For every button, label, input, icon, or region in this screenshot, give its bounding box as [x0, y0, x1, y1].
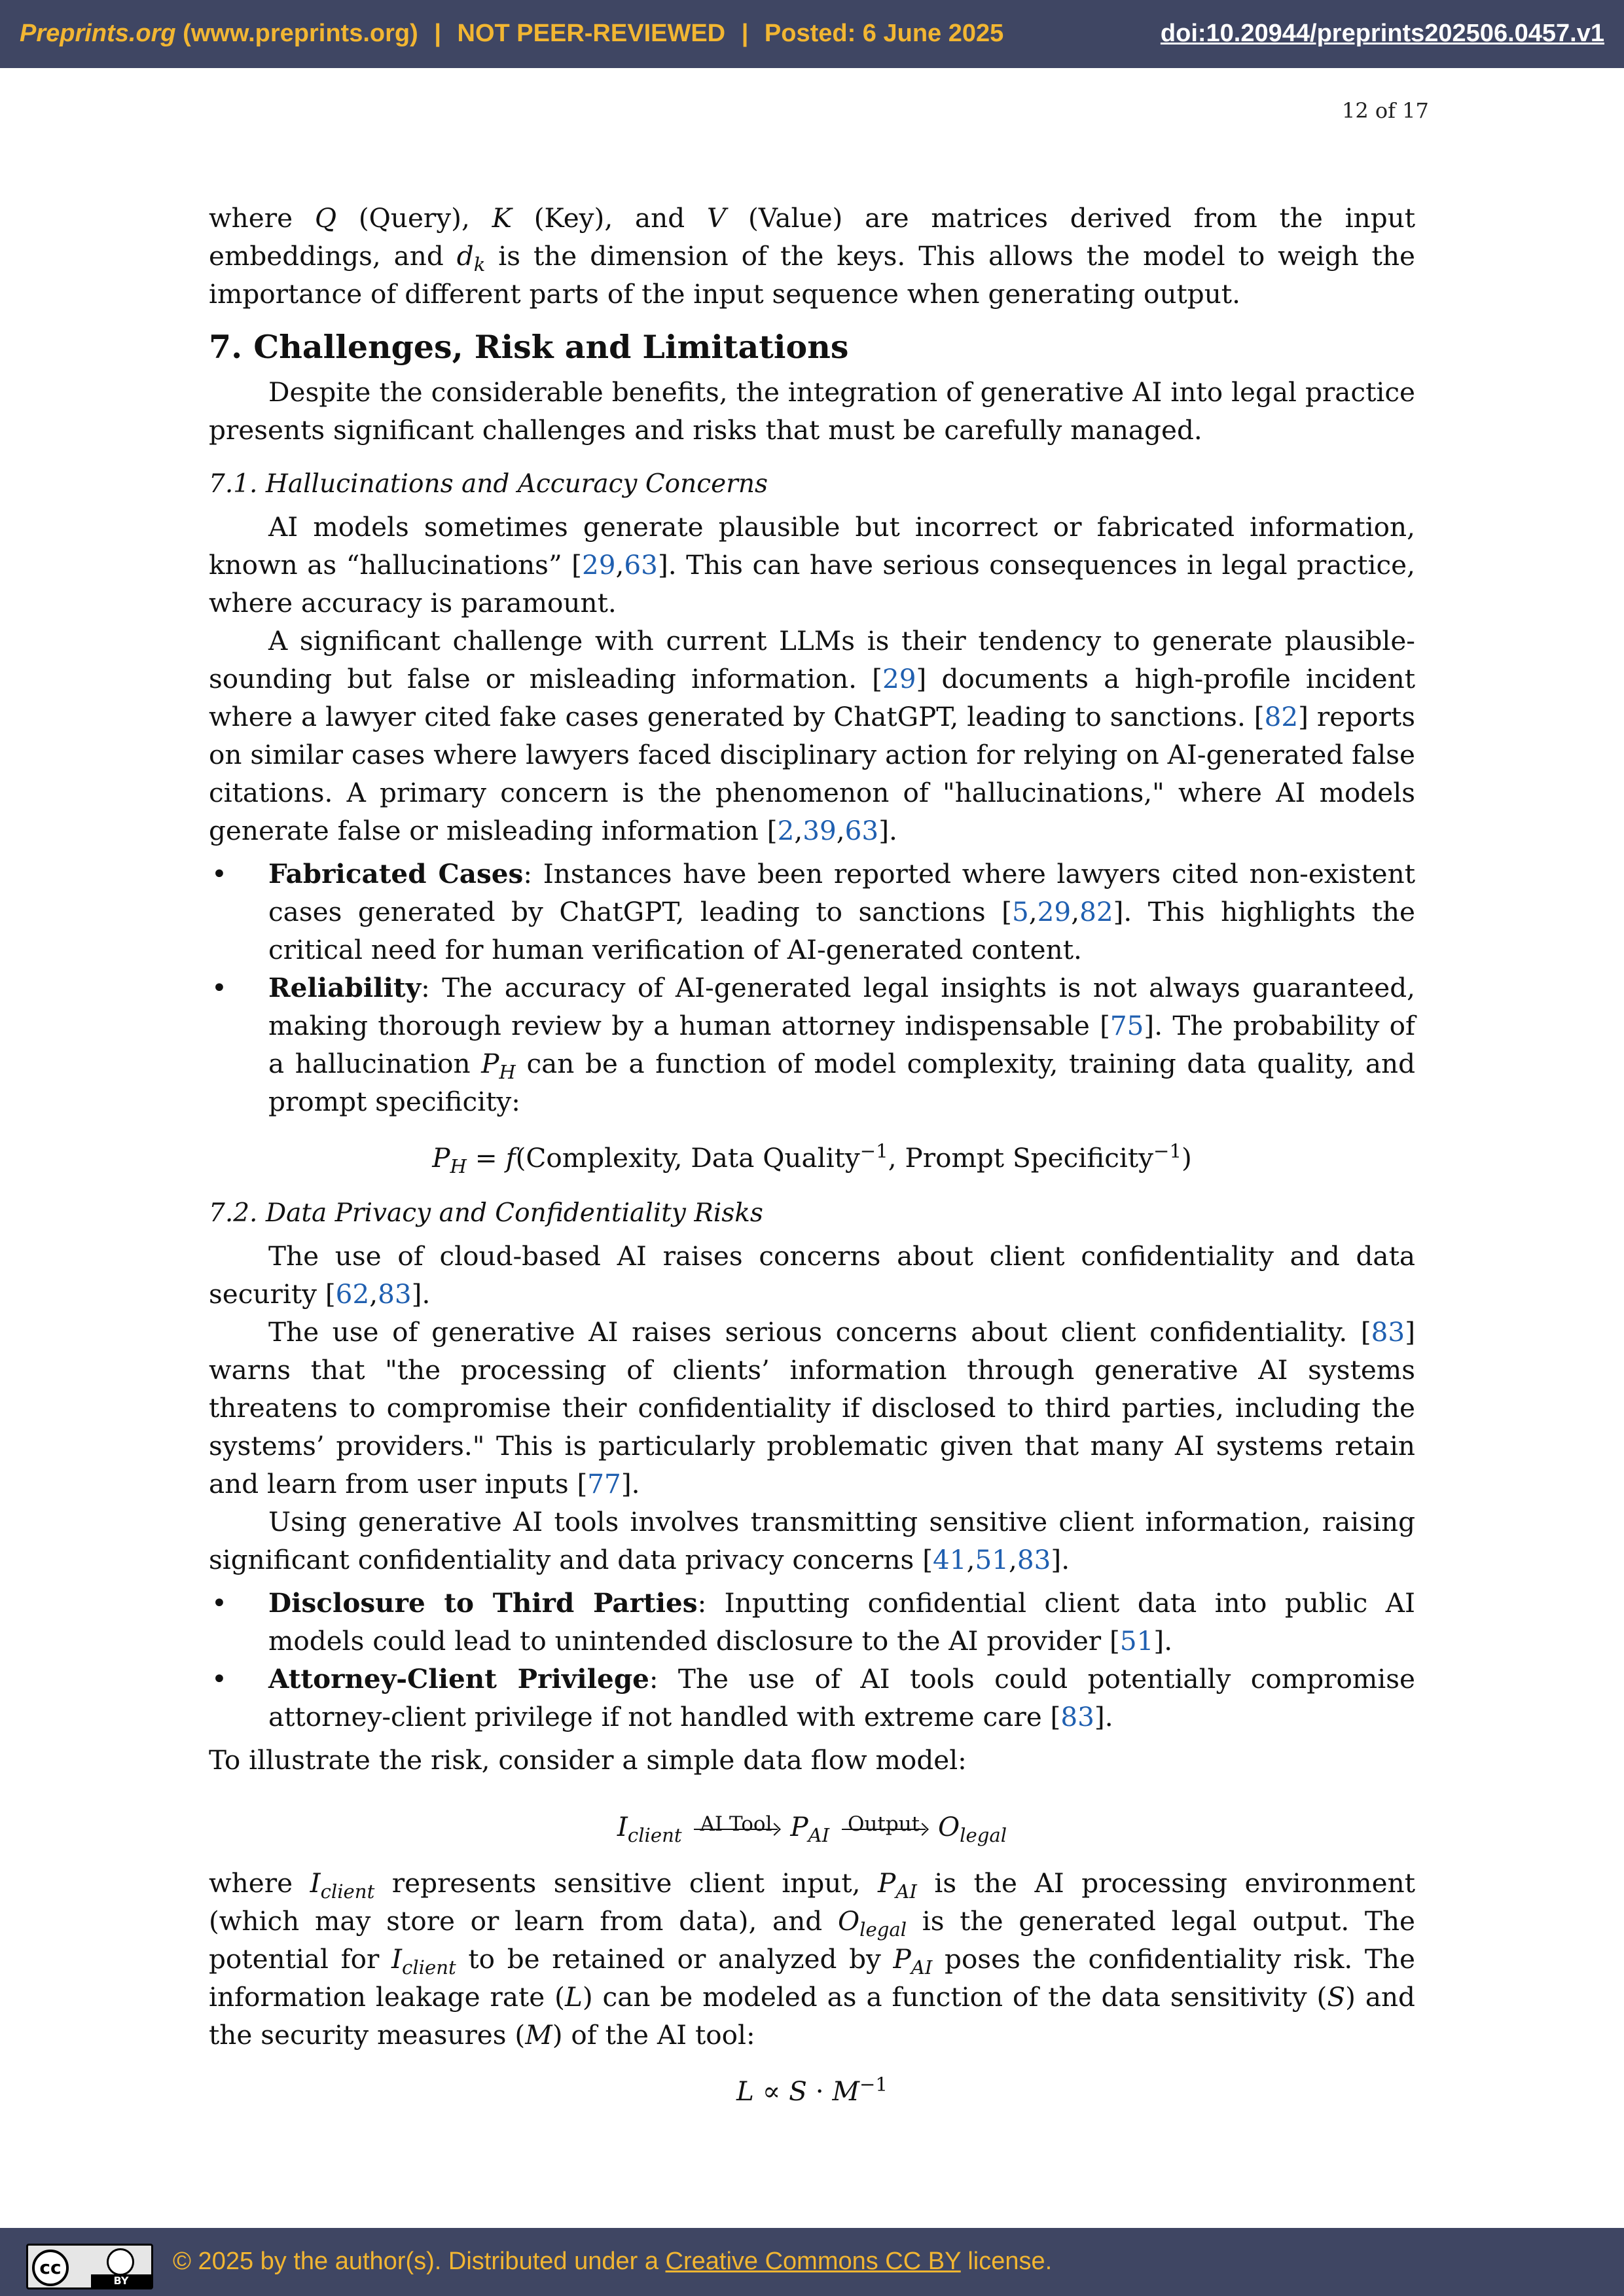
flow-arrow — [690, 1812, 782, 1836]
citation-link[interactable]: 51 — [975, 1544, 1009, 1575]
banner-separator: | — [434, 20, 441, 47]
paragraph: The use of cloud-based AI raises concerns about client confidentiality and data security [62,83]. — [209, 1240, 1415, 1310]
citation-link[interactable]: 83 — [1371, 1316, 1405, 1348]
citation-link[interactable]: 82 — [1079, 896, 1113, 927]
hallucination-equation: $P_H$ = f(Complexity, Data Quality$^{-1}$, Prompt Specificity$^{-1}$) — [432, 1139, 1192, 1178]
citation-link[interactable]: 82 — [1264, 701, 1299, 732]
doi-link[interactable]: doi:10.20944/preprints202506.0457.v1 — [1160, 20, 1604, 47]
citation-link[interactable]: 83 — [378, 1278, 412, 1310]
journal-name[interactable]: Preprints.org — [20, 20, 176, 47]
paragraph: AI models sometimes generate plausible but incorrect or fabricated information, known as “hallucinations” [29,63]. This can have serious consequences in legal practice, where accuracy is paramount. — [209, 511, 1415, 619]
leakage-equation: $L \propto S \cdot M^{-1}$ — [736, 2073, 888, 2107]
subsection-heading: 7.2. Data Privacy and Confidentiality Risks — [209, 1198, 763, 1228]
license-prefix: © 2025 by the author(s). Distributed under a — [173, 2248, 659, 2275]
citation-link[interactable]: 63 — [624, 549, 658, 581]
preprint-banner — [20, 20, 1003, 48]
citation-link[interactable]: 62 — [335, 1278, 370, 1310]
license-link[interactable]: Creative Commons CC BY — [665, 2248, 961, 2275]
citation-link[interactable]: 83 — [1017, 1544, 1051, 1575]
flow-label: AI Tool — [700, 1812, 772, 1836]
data-flow-equation: $I_{client}$ AI Tool $P_{AI}$ Output $O_{legal}$ — [209, 1808, 1415, 1846]
citation-link[interactable]: 29 — [1037, 896, 1072, 927]
flow-label: Output — [848, 1812, 920, 1836]
license-footer-bar — [0, 2228, 1624, 2296]
citation-link[interactable]: 77 — [587, 1468, 621, 1499]
paragraph: The use of generative AI raises serious concerns about client confidentiality. [83] warns that "the processing of clients’ information through generative AI systems threatens to compromise their confidentiality if disclosed to third parties, including the systems’ providers." This is particularly problematic given that many AI systems retain and learn from user inputs [77]. — [209, 1316, 1415, 1499]
paper-body — [209, 199, 1415, 2128]
citation-link[interactable]: 29 — [882, 663, 916, 694]
bullet-list — [209, 1584, 1415, 1736]
license-text — [173, 2248, 1052, 2276]
flow-arrow — [838, 1812, 929, 1836]
bullet-term: Disclosure to Third Parties — [268, 1587, 698, 1619]
paragraph: To illustrate the risk, consider a simple data flow model: — [209, 1744, 967, 1776]
list-item: • Reliability: The accuracy of AI-generated legal insights is not always guaranteed, making thorough review by a human attorney indispensable [75]. The probability of a hallucination $P_H$ can be a function of model complexity, training data quality, and prompt specificity: — [209, 969, 1415, 1121]
posted-date: Posted: 6 June 2025 — [764, 20, 1004, 47]
paragraph: Despite the considerable benefits, the integration of generative AI into legal practice presents significant challenges and risks that must be carefully managed. — [209, 376, 1415, 446]
bullet-term: Reliability — [268, 972, 422, 1003]
paragraph: where Q (Query), K (Key), and V (Value) are matrices derived from the input embeddings, and $d_k$ is the dimension of the keys. This allows the model to weigh the importance of different parts of the input sequence when generating output. — [209, 202, 1416, 310]
paragraph: Using generative AI tools involves transmitting sensitive client information, raising significant confidentiality and data privacy concerns [41,51,83]. — [209, 1506, 1415, 1575]
attribution-person-icon — [107, 2248, 134, 2276]
list-item: • Disclosure to Third Parties: Inputting confidential client data into public AI models could lead to unintended disclosure to the AI provider [51]. — [209, 1584, 1415, 1660]
citation-link[interactable]: 41 — [933, 1544, 967, 1575]
cc-logo-icon: cc — [32, 2250, 69, 2286]
citation-link[interactable]: 63 — [844, 815, 879, 846]
list-item: • Fabricated Cases: Instances have been reported where lawyers cited non-existent cases generated by ChatGPT, leading to sanctions [5,29,82]. This highlights the critical need for human verification of AI-generated content. — [209, 855, 1415, 969]
bullet-term: Fabricated Cases — [268, 858, 524, 889]
cc-by-badge[interactable] — [26, 2244, 153, 2289]
preprint-header-bar — [0, 0, 1624, 68]
paragraph: where $I_{client}$ represents sensitive client input, $P_{AI}$ is the AI processing environment (which may store or learn from data), and $O_{legal}$ is the generated legal output. The potential for $I_{client}$ to be retained or analyzed by $P_{AI}$ poses the confidentiality risk. The information leakage rate (L) can be modeled as a function of the data sensitivity (S) and the security measures (M) of the AI tool: — [209, 1867, 1415, 2051]
journal-site[interactable]: (www.preprints.org) — [183, 20, 418, 47]
citation-link[interactable]: 2 — [777, 815, 795, 846]
paragraph: A significant challenge with current LLMs is their tendency to generate plausible-sounding but false or misleading information. [29] documents a high-profile incident where a lawyer cited fake cases generated by ChatGPT, leading to sanctions. [82] reports on similar cases where lawyers faced disciplinary action for relying on AI-generated false citations. A primary concern is the phenomenon of "hallucinations," where AI models generate false or misleading information [2,39,63]. — [209, 625, 1415, 846]
license-suffix: license. — [967, 2248, 1053, 2275]
review-status: NOT PEER-REVIEWED — [457, 20, 726, 47]
citation-link[interactable]: 75 — [1110, 1010, 1144, 1041]
section-heading: 7. Challenges, Risk and Limitations — [209, 328, 849, 366]
citation-link[interactable]: 5 — [1011, 896, 1029, 927]
citation-link[interactable]: 39 — [803, 815, 837, 846]
citation-link[interactable]: 29 — [581, 549, 616, 581]
cc-by-label: BY — [91, 2274, 151, 2287]
bullet-list — [209, 855, 1415, 1121]
page-number: 12 of 17 — [1342, 98, 1429, 123]
citation-link[interactable]: 83 — [1060, 1701, 1094, 1732]
banner-separator: | — [741, 20, 749, 47]
bullet-term: Attorney-Client Privilege — [268, 1663, 649, 1695]
subsection-heading: 7.1. Hallucinations and Accuracy Concerns — [209, 469, 768, 499]
list-item: • Attorney-Client Privilege: The use of AI tools could potentially compromise attorney-client privilege if not handled with extreme care [83]. — [209, 1660, 1415, 1736]
citation-link[interactable]: 51 — [1119, 1625, 1154, 1657]
